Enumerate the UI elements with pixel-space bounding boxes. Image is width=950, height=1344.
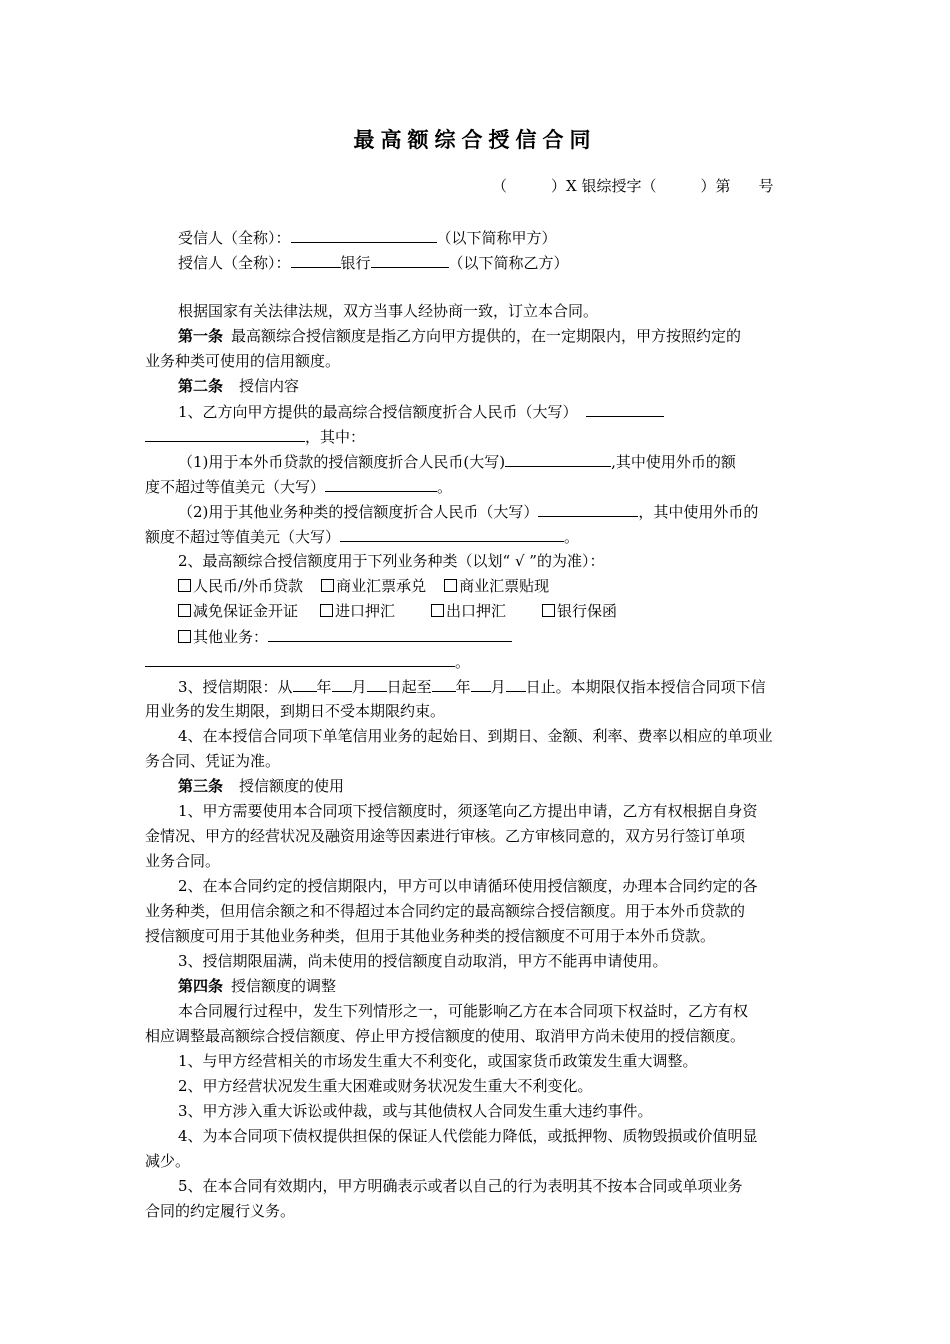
checkbox[interactable]	[321, 579, 334, 592]
art4-intro-line1: 本合同履行过程中，发生下列情形之一，可能影响乙方在本合同项下权益时，乙方有权	[178, 1002, 749, 1020]
start-day-blank[interactable]	[367, 675, 387, 692]
option-label: 商业汇票贴现	[459, 577, 550, 595]
month-label: 月	[490, 678, 506, 696]
other-business-line-2	[145, 650, 470, 673]
option-label: 出口押汇	[446, 602, 507, 620]
total-amount-blank-1[interactable]	[586, 400, 664, 417]
month-label: 月	[351, 678, 367, 696]
checkbox[interactable]	[178, 630, 191, 643]
checkbox[interactable]	[431, 604, 444, 617]
business-options-other	[178, 625, 512, 648]
article-4-head: 第四条	[178, 977, 224, 995]
option-label: 进口押汇	[335, 602, 396, 620]
checkbox[interactable]	[178, 604, 191, 617]
year-label: 年	[316, 678, 332, 696]
article-4-title: 授信额度的调整	[231, 977, 337, 995]
art3-item3: 3、授信期限届满，尚未使用的授信额度自动取消，甲方不能再申请使用。	[178, 952, 668, 970]
option-lc[interactable]	[178, 602, 298, 620]
grantor-bank: 银行	[340, 254, 371, 272]
art4-item5-line1: 5、在本合同有效期内，甲方明确表示或者以自己的行为表明其不按本合同或单项业务	[178, 1177, 743, 1195]
document-title: 最高额综合授信合同	[353, 127, 597, 152]
code-end: 号	[758, 177, 774, 195]
end-day-blank[interactable]	[506, 675, 526, 692]
business-options-row-2	[178, 600, 617, 622]
other-amount-blank[interactable]	[538, 500, 638, 517]
article-3-title: 授信额度的使用	[239, 777, 345, 795]
article-2-head: 第二条	[178, 377, 224, 395]
option-discount[interactable]	[444, 577, 549, 595]
art2-item4-line1: 4、在本授信合同项下单笔信用业务的起始日、到期日、金额、利率、费率以相应的单项业	[178, 727, 773, 745]
art2-item4-line2: 务合同、凭证为准。	[145, 752, 281, 770]
art4-intro-line2: 相应调整最高额综合授信额度、停止甲方授信额度的使用、取消甲方尚未使用的授信额度。	[145, 1027, 746, 1045]
term-tail: 日止。本期限仅指本授信合同项下信	[525, 678, 766, 696]
end-month-blank[interactable]	[471, 675, 491, 692]
art4-item5-line2: 合同的约定履行义务。	[145, 1202, 296, 1220]
art2-sub2-line1	[178, 500, 758, 523]
article-1-line-1: 最高额综合授信额度是指乙方向甲方提供的，在一定期限内，甲方按照约定的	[231, 327, 742, 345]
article-1-head: 第一条	[178, 327, 224, 345]
checkbox[interactable]	[178, 579, 191, 592]
term-label: 3、授信期限：从	[178, 678, 293, 696]
art2-item1-tail: ，其中：	[305, 428, 366, 446]
article-4-heading	[178, 975, 336, 997]
art3-item2-line1: 2、在本合同约定的授信期限内，甲方可以申请循环使用授信额度，办理本合同约定的各	[178, 877, 758, 895]
art2-sub1-usd-text: 度不超过等值美元（大写）	[145, 478, 326, 496]
other-business-end: 。	[455, 653, 471, 671]
other-business-blank-1[interactable]	[268, 625, 512, 642]
art2-item3-line1	[178, 675, 766, 698]
art2-sub2-end: 。	[564, 528, 580, 546]
art4-item2: 2、甲方经营状况发生重大困难或财务状况发生重大不利变化。	[178, 1077, 593, 1095]
recipient-label: 受信人（全称）：	[178, 229, 291, 247]
grantor-blank-2[interactable]	[371, 251, 449, 268]
article-3-heading	[178, 775, 344, 797]
checkbox[interactable]	[444, 579, 457, 592]
end-year-blank[interactable]	[432, 675, 456, 692]
art2-sub1-end: 。	[437, 478, 453, 496]
year-label: 年	[455, 678, 471, 696]
art2-sub1-tail: ,其中使用外币的额	[611, 453, 736, 471]
art3-item2-line3: 授信额度可用于其他业务种类，但用于其他业务种类的授信额度不可用于本外币贷款。	[145, 927, 716, 945]
total-amount-blank-2[interactable]	[145, 425, 305, 442]
option-other-label: 其他业务：	[193, 628, 269, 646]
art3-item1-line1: 1、甲方需要使用本合同项下授信额度时，须逐笔向乙方提出申请，乙方有权根据自身资	[178, 802, 758, 820]
art2-sub1-line2	[145, 475, 452, 498]
art3-item1-line3: 业务合同。	[145, 852, 221, 870]
code-open: （	[492, 177, 508, 195]
art2-item1-line2	[145, 425, 365, 448]
art3-item1-line2: 金情况、甲方的经营状况及融资用途等因素进行审核。乙方审核同意的，双方另行签订单项	[145, 827, 746, 845]
article-1	[178, 325, 741, 347]
grantor-label: 授信人（全称）：	[178, 254, 291, 272]
art4-item3: 3、甲方涉入重大诉讼或仲裁，或与其他债权人合同发生重大违约事件。	[178, 1102, 653, 1120]
code-mid: ）X 银综授字（	[551, 177, 657, 195]
art4-item4-line1: 4、为本合同项下债权提供担保的保证人代偿能力降低，或抵押物、质物毁损或价值明显	[178, 1127, 758, 1145]
art4-item1: 1、与甲方经营相关的市场发生重大不利变化，或国家货币政策发生重大调整。	[178, 1052, 698, 1070]
art2-sub2-tail: ，其中使用外币的	[638, 503, 759, 521]
other-usd-blank[interactable]	[340, 525, 564, 542]
recipient-note: （以下简称甲方）	[436, 229, 557, 247]
checkbox[interactable]	[320, 604, 333, 617]
option-label: 商业汇票承兑	[336, 577, 427, 595]
option-label: 人民币/外币贷款	[193, 577, 304, 595]
article-1-line-2: 业务种类可使用的信用额度。	[145, 352, 341, 370]
art3-item2-line2: 业务种类，但用信余额之和不得超过本合同约定的最高额综合授信额度。用于本外币贷款的	[145, 902, 746, 920]
code-close: ）第	[700, 177, 731, 195]
grantor-line	[178, 251, 569, 274]
grantor-blank-1[interactable]	[291, 251, 341, 268]
art2-sub2-line2	[145, 525, 579, 548]
checkbox[interactable]	[542, 604, 555, 617]
option-label: 银行保函	[557, 602, 618, 620]
art2-item1-text: 1、乙方向甲方提供的最高综合授信额度折合人民币（大写）	[178, 403, 578, 421]
option-guarantee[interactable]	[542, 602, 617, 620]
option-label: 减免保证金开证	[193, 602, 299, 620]
option-rmb-loan[interactable]	[178, 577, 303, 595]
art2-item3-line2: 用业务的发生期限，到期日不受本期限约束。	[145, 702, 446, 720]
art4-item4-line2: 减少。	[145, 1152, 191, 1170]
contract-number	[492, 175, 774, 197]
intro-paragraph: 根据国家有关法律法规，双方当事人经协商一致，订立本合同。	[178, 302, 599, 320]
art2-sub2-text: （2)用于其他业务种类的授信额度折合人民币（大写）	[178, 503, 539, 521]
article-2-title: 授信内容	[239, 377, 300, 395]
recipient-line	[178, 226, 557, 249]
loan-usd-blank[interactable]	[325, 475, 437, 492]
grantor-note: （以下简称乙方）	[448, 254, 569, 272]
start-year-blank[interactable]	[293, 675, 317, 692]
business-options-row-1	[178, 575, 549, 597]
art2-item2: 2、最高额综合授信额度用于下列业务种类（以划“ √ ”的为准）：	[178, 552, 605, 570]
art2-item1-line1	[178, 400, 664, 423]
start-month-blank[interactable]	[332, 675, 352, 692]
art2-sub1-text: （1)用于本外币贷款的授信额度折合人民币(大写)	[178, 453, 506, 471]
option-export[interactable]	[431, 602, 506, 620]
option-acceptance[interactable]	[321, 577, 426, 595]
day-label: 日起至	[386, 678, 432, 696]
recipient-blank[interactable]	[291, 226, 437, 243]
other-business-blank-2[interactable]	[145, 650, 455, 667]
article-2-heading	[178, 375, 299, 397]
option-import[interactable]	[320, 602, 395, 620]
art2-sub1-line1	[178, 450, 736, 473]
article-3-head: 第三条	[178, 777, 224, 795]
art2-sub2-usd-text: 额度不超过等值美元（大写）	[145, 528, 341, 546]
loan-amount-blank[interactable]	[505, 450, 611, 467]
